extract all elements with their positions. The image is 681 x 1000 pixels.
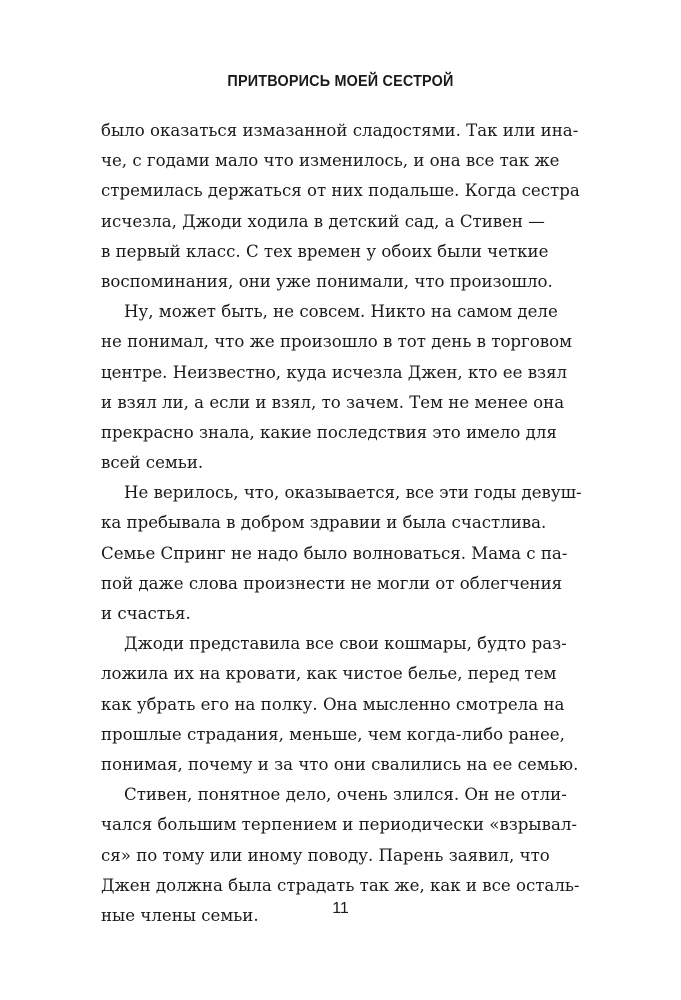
text-line: стремилась держаться от них подальше. Когда сестра: [101, 181, 580, 201]
text-line: Джен должна была страдать так же, как и все осталь-: [101, 875, 580, 895]
text-line: всей семьи.: [101, 453, 204, 473]
page-number: 11: [332, 900, 349, 917]
text-line: не понимал, что же произошло в тот день в торговом: [101, 332, 572, 352]
text-line: прекрасно знала, какие последствия это имело для: [101, 422, 557, 442]
text-line: пой даже слова произнести не могли от облегчения: [101, 573, 563, 593]
body-text: [101, 116, 582, 931]
text-line: ные члены семьи.: [101, 905, 259, 925]
text-line: ся» по тому или иному поводу. Парень заявил, что: [101, 845, 550, 865]
text-line: в первый класс. С тех времен у обоих были четкие: [101, 241, 549, 261]
text-line: и взял ли, а если и взял, то зачем. Тем не менее она: [101, 392, 565, 412]
text-line: понимая, почему и за что они свалились на ее семью.: [101, 754, 579, 774]
text-line: Ну, может быть, не совсем. Никто на самом деле: [124, 302, 558, 322]
text-line: исчезла, Джоди ходила в детский сад, а Стивен —: [101, 211, 545, 231]
running-header: ПРИТВОРИСЬ МОЕЙ СЕСТРОЙ: [227, 73, 454, 90]
text-line: центре. Неизвестно, куда исчезла Джен, кто ее взял: [101, 362, 568, 382]
text-line: Джоди представила все свои кошмары, будто раз-: [124, 634, 567, 654]
text-line: и счастья.: [101, 604, 191, 623]
text-line: прошлые страдания, меньше, чем когда-либо ранее,: [101, 724, 565, 744]
text-line: воспоминания, они уже понимали, что произошло.: [101, 271, 553, 291]
text-line: ложила их на кровати, как чистое белье, перед тем: [101, 664, 557, 684]
text-line: Не верилось, что, оказывается, все эти годы девуш-: [124, 483, 582, 503]
text-line: ка пребывала в добром здравии и была счастлива.: [101, 513, 547, 533]
text-line: Стивен, понятное дело, очень злился. Он не отли-: [124, 785, 567, 805]
text-line: чался большим терпением и периодически «взрывал-: [101, 815, 578, 835]
text-line: че, с годами мало что изменилось, и она все так же: [101, 151, 560, 171]
text-line: было оказаться измазанной сладостями. Так или ина-: [101, 121, 579, 140]
text-line: Семье Спринг не надо было волноваться. Мама с па-: [101, 543, 568, 563]
text-line: как убрать его на полку. Она мысленно смотрела на: [101, 694, 565, 714]
